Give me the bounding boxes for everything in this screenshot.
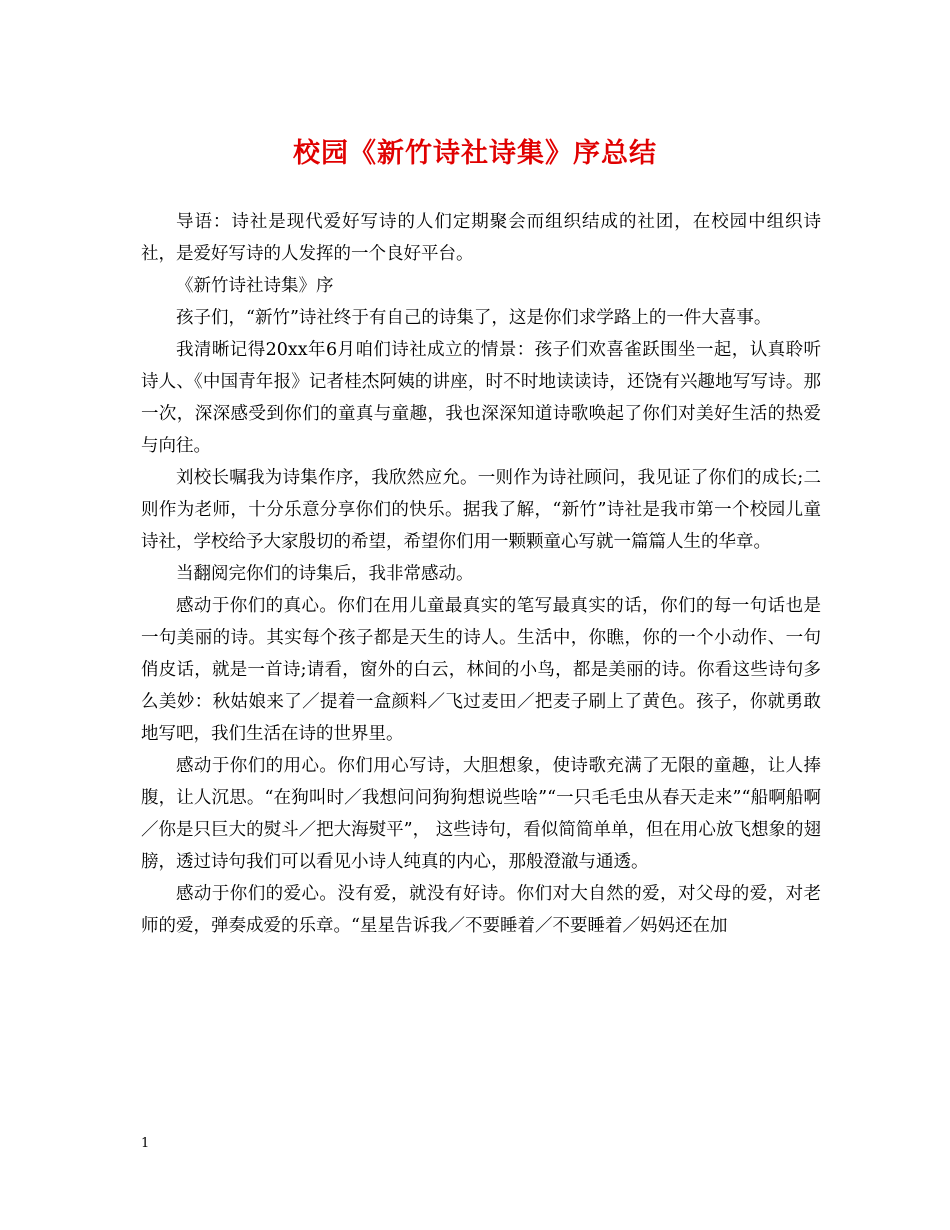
paragraph: 感动于你们的真心。你们在用儿童最真实的笔写最真实的话，你们的每一句话也是一句美丽的诗。其实每个孩子都是天生的诗人。生活中，你瞧，你的一个小动作、一句俏皮话，就是一首诗;请看，窗外的白云，林间的小鸟，都是美丽的诗。你看这些诗句多么美妙：秋姑娘来了／提着一盒颜料／飞过麦田／把麦子刷上了黄色。孩子，你就勇敢地写吧，我们生活在诗的世界里。 [141,596,821,744]
paragraph: 我清晰记得20xx年6月咱们诗社成立的情景：孩子们欢喜雀跃围坐一起，认真聆听诗人、《中国青年报》记者桂杰阿姨的讲座，时不时地读读诗，还饶有兴趣地写写诗。那一次，深深感受到你们的童真与童趣，我也深深知道诗歌唤起了你们对美好生活的热爱与向往。 [141,340,821,456]
paragraph: 当翻阅完你们的诗集后，我非常感动。 [176,564,474,584]
document-body [141,206,821,942]
paragraph: 感动于你们的用心。你们用心写诗，大胆想象，使诗歌充满了无限的童趣，让人捧腹，让人沉思。“在狗叫时／我想问问狗狗想说些啥”“一只毛毛虫从春天走来”“船啊船啊／你是只巨大的熨斗／把大海熨平”， 这些诗句，看似简简单单，但在用心放飞想象的翅膀，透过诗句我们可以看见小诗人纯真的内心，那般澄澈与通透。 [141,756,821,872]
paragraph: 刘校长嘱我为诗集作序，我欣然应允。一则作为诗社顾问，我见证了你们的成长;二则作为老师，十分乐意分享你们的快乐。据我了解，“新竹”诗社是我市第一个校园儿童诗社，学校给予大家殷切的希望，希望你们用一颗颗童心写就一篇篇人生的华章。 [141,468,821,552]
page-number: 1 [141,1136,150,1151]
paragraph-heading: 《新竹诗社诗集》序 [176,276,334,296]
paragraph: 孩子们，“新竹”诗社终于有自己的诗集了，这是你们求学路上的一件大喜事。 [176,308,772,328]
document-title: 校园《新竹诗社诗集》序总结 [293,138,657,169]
paragraph: 感动于你们的爱心。没有爱，就没有好诗。你们对大自然的爱，对父母的爱，对老师的爱，弹奏成爱的乐章。“星星告诉我／不要睡着／不要睡着／妈妈还在加 [141,884,821,936]
paragraph-intro: 导语：诗社是现代爱好写诗的人们定期聚会而组织结成的社团，在校园中组织诗社，是爱好写诗的人发挥的一个良好平台。 [141,212,821,264]
